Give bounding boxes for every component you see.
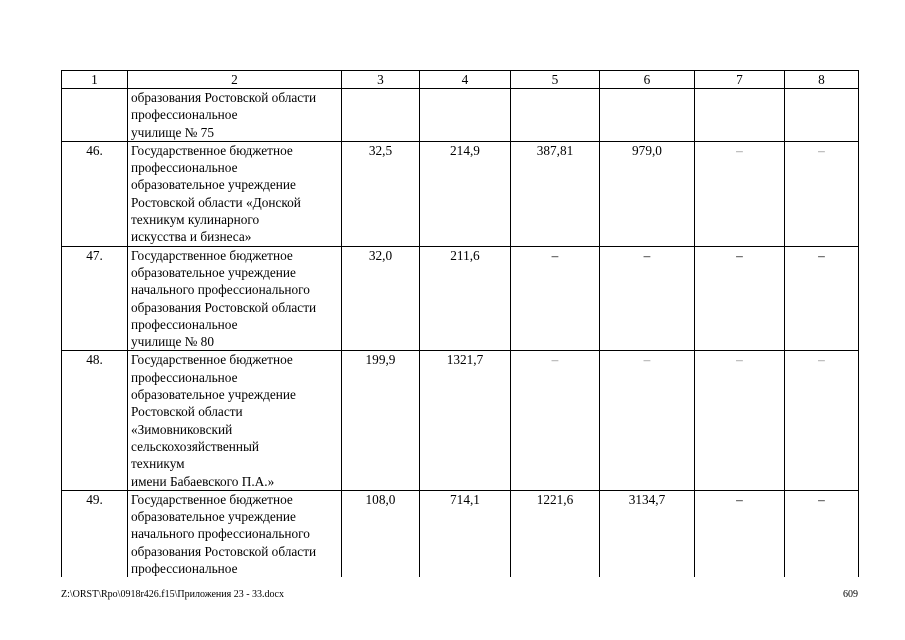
name-line: образовательное учреждение: [131, 509, 296, 525]
table-row: [62, 351, 859, 490]
value-cell: –: [695, 351, 785, 490]
value-cell: –: [785, 351, 859, 490]
value-cell: 1321,7: [420, 351, 511, 490]
value-cell: 199,9: [342, 351, 420, 490]
table-row: [62, 490, 859, 577]
name-line: училище № 80: [131, 334, 214, 350]
value-cell: –: [695, 246, 785, 351]
value-cell: [420, 89, 511, 142]
name-line: начального профессионального: [131, 282, 310, 298]
row-number: [62, 89, 128, 142]
data-table: [61, 70, 859, 577]
value-cell: 3134,7: [600, 490, 695, 577]
value-cell: –: [511, 351, 600, 490]
value-cell: [600, 89, 695, 142]
name-line: Ростовской области: [131, 404, 243, 420]
value-cell: –: [785, 246, 859, 351]
table-row: [62, 89, 859, 142]
column-header: 1: [62, 71, 128, 89]
name-line: образования Ростовской области: [131, 299, 317, 315]
name-line: сельскохозяйственный: [131, 438, 260, 454]
value-cell: –: [695, 490, 785, 577]
value-cell: –: [785, 490, 859, 577]
column-header: 4: [420, 71, 511, 89]
name-line: профессиональное: [131, 160, 238, 176]
column-header: 3: [342, 71, 420, 89]
institution-name: [128, 351, 342, 490]
column-header: 7: [695, 71, 785, 89]
value-cell: –: [511, 246, 600, 351]
value-cell: 214,9: [420, 141, 511, 246]
value-cell: [695, 89, 785, 142]
institution-name: [128, 89, 342, 142]
name-line: «Зимовниковский: [131, 421, 233, 437]
institution-name: [128, 246, 342, 351]
name-line: начального профессионального: [131, 526, 310, 542]
value-cell: 1221,6: [511, 490, 600, 577]
column-header: 2: [128, 71, 342, 89]
name-line: образовательное учреждение: [131, 264, 296, 280]
name-line: Ростовской области «Донской: [131, 194, 301, 210]
value-cell: 211,6: [420, 246, 511, 351]
table-row: [62, 141, 859, 246]
name-line: профессиональное: [131, 561, 238, 577]
value-cell: 32,0: [342, 246, 420, 351]
value-cell: 979,0: [600, 141, 695, 246]
value-cell: 32,5: [342, 141, 420, 246]
name-line: профессиональное: [131, 107, 238, 123]
name-line: образования Ростовской области: [131, 90, 317, 105]
name-line: училище № 75: [131, 124, 214, 140]
row-number: 49.: [62, 490, 128, 577]
value-cell: –: [600, 351, 695, 490]
value-cell: –: [785, 141, 859, 246]
row-number: 46.: [62, 141, 128, 246]
footer-file-path: Z:\ORST\Rpo\0918r426.f15\Приложения 23 - 33.docx: [61, 589, 284, 600]
value-cell: 108,0: [342, 490, 420, 577]
name-line: профессиональное: [131, 316, 238, 332]
name-line: образовательное учреждение: [131, 387, 296, 403]
row-number: 47.: [62, 246, 128, 351]
value-cell: 714,1: [420, 490, 511, 577]
name-line: образовательное учреждение: [131, 177, 296, 193]
name-line: образования Ростовской области: [131, 543, 317, 559]
value-cell: 387,81: [511, 141, 600, 246]
value-cell: [342, 89, 420, 142]
name-line: Государственное бюджетное: [131, 352, 293, 368]
name-line: искусства и бизнеса»: [131, 229, 252, 245]
table-row: [62, 246, 859, 351]
row-number: 48.: [62, 351, 128, 490]
name-line: техникум: [131, 456, 185, 472]
value-cell: [785, 89, 859, 142]
column-header: 8: [785, 71, 859, 89]
header-row: [62, 71, 859, 89]
name-line: имени Бабаевского П.А.»: [131, 473, 275, 489]
institution-name: [128, 141, 342, 246]
value-cell: [511, 89, 600, 142]
name-line: Государственное бюджетное: [131, 142, 293, 158]
column-header: 6: [600, 71, 695, 89]
name-line: техникум кулинарного: [131, 212, 260, 228]
value-cell: –: [600, 246, 695, 351]
institution-name: [128, 490, 342, 577]
page-number: 609: [843, 589, 858, 600]
name-line: Государственное бюджетное: [131, 491, 293, 507]
name-line: профессиональное: [131, 369, 238, 385]
value-cell: –: [695, 141, 785, 246]
column-header: 5: [511, 71, 600, 89]
name-line: Государственное бюджетное: [131, 247, 293, 263]
